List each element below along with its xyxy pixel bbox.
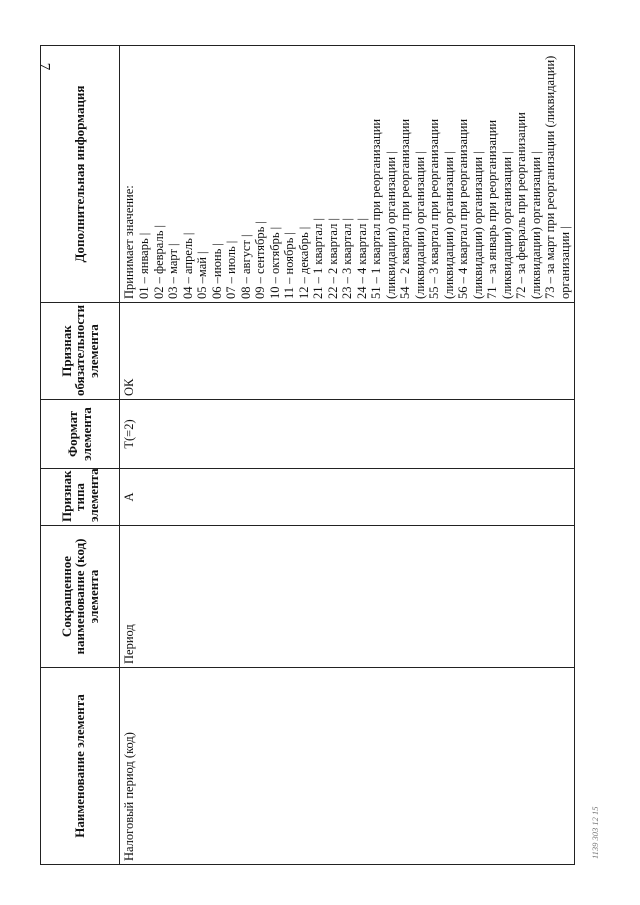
list-item: 12 – декабрь |: [296, 226, 311, 299]
header-element-name: Наименование элемента: [41, 668, 120, 865]
list-item: 09 – сентябрь |: [253, 221, 267, 299]
header-additional-info: Дополнительная информация: [41, 46, 120, 303]
list-item: 11 – ноябрь |: [282, 232, 296, 299]
list-item: 01 – январь |: [137, 232, 151, 299]
cell-element-format: Т(=2): [120, 400, 575, 469]
element-spec-table: [40, 45, 575, 865]
header-element-format: Формат элемента: [41, 400, 120, 469]
list-item: 71 – за январь при реорганизации (ликвидации) организации |: [485, 119, 514, 299]
list-item: 73 – за март при реорганизации (ликвидации) организации |: [543, 55, 572, 299]
list-item: 04 – апрель |: [180, 232, 195, 299]
info-intro: Принимает значение:: [122, 185, 136, 299]
page-number: 7: [36, 62, 53, 71]
list-item: 06 –июнь |: [209, 243, 224, 299]
list-item: 07 – июль |: [224, 240, 238, 299]
list-item: 24 – 4 квартал |: [354, 218, 369, 299]
list-item: 21 – 1 квартал |: [311, 218, 325, 299]
list-item: 05 –май |: [195, 251, 209, 299]
list-item: 51 – 1 квартал при реорганизации (ликвидации) организации |: [369, 118, 398, 299]
list-item: 23 – 3 квартал |: [340, 218, 354, 299]
header-element-type: Признак типа элемента: [41, 469, 120, 526]
cell-short-name: Период: [120, 526, 575, 668]
table-header-row: [41, 46, 120, 865]
header-required-flag: Признак обязательности элемента: [41, 303, 120, 400]
list-item: 03 – март |: [166, 243, 180, 299]
list-item: 54 – 2 квартал при реорганизации (ликвидации) организации |: [398, 118, 427, 299]
list-item: 02 – февраль |: [151, 224, 166, 299]
list-item: 22 – 2 квартал |: [325, 218, 340, 299]
cell-required-flag: ОК: [120, 303, 575, 400]
table-row: [120, 46, 575, 865]
list-item: 72 – за февраль при реорганизации (ликвидации) организации |: [514, 112, 543, 299]
list-item: 56 – 4 квартал при реорганизации (ликвидации) организации |: [456, 118, 485, 299]
cell-element-name: Налоговый период (код): [120, 668, 575, 865]
rotated-page-content: [40, 45, 600, 865]
document-stamp: 1139 303 12 15: [590, 806, 600, 859]
cell-additional-info: [120, 46, 575, 303]
list-item: 10 – октябрь |: [267, 226, 282, 299]
list-item: 08 – август |: [238, 234, 253, 299]
list-item: 55 – 3 квартал при реорганизации (ликвидации) организации |: [427, 118, 456, 299]
cell-element-type: А: [120, 469, 575, 526]
info-values-list: [137, 49, 572, 299]
header-short-name: Сокращенное наименование (код) элемента: [41, 526, 120, 668]
